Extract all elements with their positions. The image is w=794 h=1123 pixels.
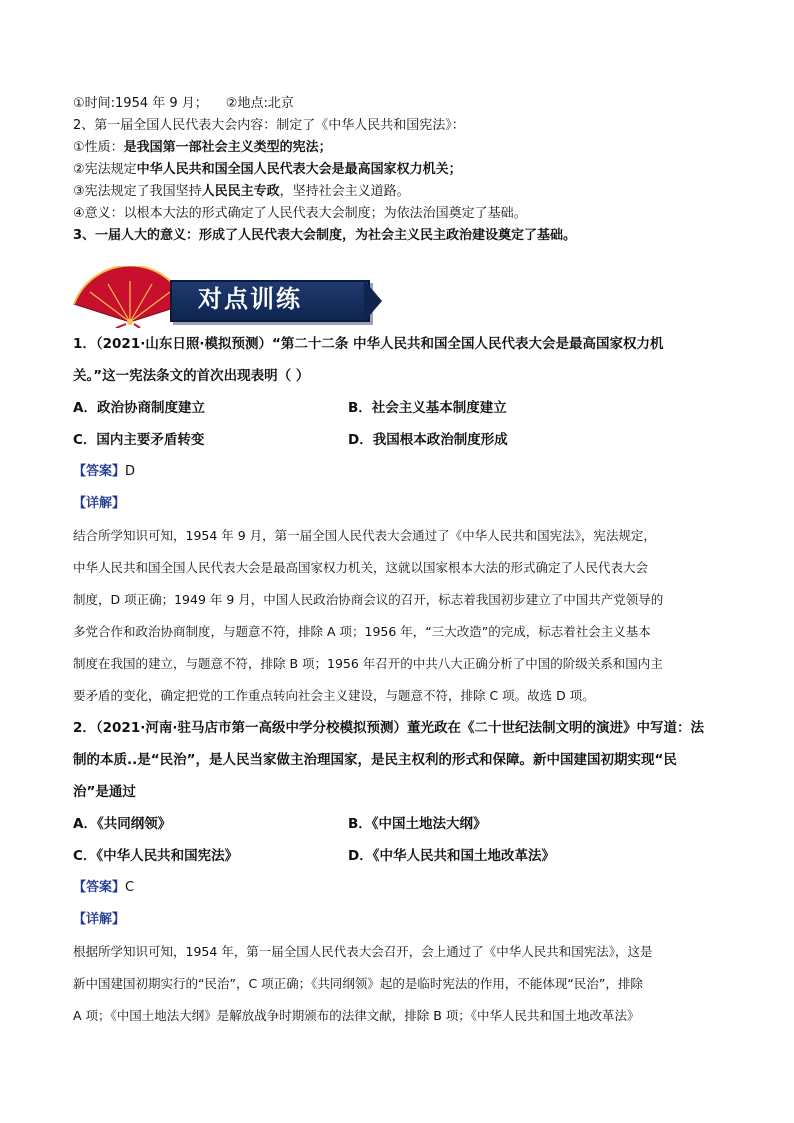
q1-detail-line-3: 制度，D 项正确；1949 年 9 月，中国人民政治协商会议的召开，标志着我国初步建立了中国共产党领导的 [73,592,664,607]
q2-detail-line-3: A 项；《中国土地法大纲》是解放战争时期颁布的法律文献，排除 B 项；《中华人民共和国土地改革法》 [73,1008,640,1023]
significance-line [73,204,527,224]
dictatorship-line [73,182,410,202]
significance-text: ④意义：以根本大法的形式确定了人民代表大会制度；为依法治国奠定了基础。 [73,206,527,221]
q1-option-a: A．政治协商制度建立 [73,400,205,416]
q1-stem-line2: 关。”这一宪法条文的首次出现表明（ ） [73,368,310,384]
q2-detail-label-line [73,910,125,930]
q1-answer-value: D [125,464,136,479]
q2-answer-value: C [125,880,135,895]
constitution-power-text: 中华人民共和国全国人民代表大会是最高国家权力机关； [136,162,462,177]
q2-option-b: B．《中国土地法大纲》 [348,816,487,832]
q1-option-b: B．社会主义基本制度建立 [348,400,507,416]
q1-detail-line-2: 中华人民共和国全国人民代表大会是最高国家权力机关，这就以国家根本大法的形式确定了人民代表大会 [73,560,649,575]
q2-option-d: D．《中华人民共和国土地改革法》 [348,848,555,864]
place-text: ②地点:北京 [225,96,294,111]
q2-stem-line1: 2．（2021·河南·驻马店市第一高级中学分校模拟预测）董光政在《二十世纪法制文明的演进》中写道：法 [73,720,704,736]
banner-title: 对点训练 [198,285,302,313]
q2-answer-label: 【答案】 [73,880,126,895]
time-place-line [73,94,294,114]
q1-detail-line-1: 结合所学知识可知，1954 年 9 月，第一届全国人民代表大会通过了《中华人民共和国宪法》，宪法规定， [73,528,656,543]
q2-detail-line-1: 根据所学知识可知，1954 年，第一届全国人民代表大会召开，会上通过了《中华人民共和国宪法》，这是 [73,944,653,959]
time-text: ①时间:1954 年 9 月； [73,96,208,111]
section-banner [70,266,380,328]
q1-answer-label: 【答案】 [73,464,126,479]
nature-label: ①性质： [73,140,124,155]
q2-stem-line3: 治”是通过 [73,784,136,800]
q1-stem-line1: 1．（2021·山东日照·模拟预测）“第二十二条 中华人民共和国全国人民代表大会是最高国家权力机 [73,336,664,352]
congress-content-line [73,116,465,136]
q1-detail-label: 【详解】 [73,496,126,511]
q1-option-c: C．国内主要矛盾转变 [73,432,205,448]
q1-option-d: D．我国根本政治制度形成 [348,432,508,448]
q2-option-a: A．《共同纲领》 [73,816,172,832]
first-npc-significance-text: 3、一届人大的意义：形成了人民代表大会制度，为社会主义民主政治建设奠定了基础。 [73,228,577,243]
q2-stem-line2: 制的本质..是“民治”，是人民当家做主治理国家，是民主权利的形式和保障。新中国建国初期实现“民 [73,752,677,768]
q2-detail-line-2: 新中国建国初期实行的“民治”，C 项正确；《共同纲领》起的是临时宪法的作用，不能体现“民治”，排除 [73,976,643,991]
dictatorship-prefix: ③宪法规定了我国坚持 [73,184,202,199]
nature-line [73,138,332,158]
q1-detail-line-4: 多党合作和政治协商制度，与题意不符，排除 A 项；1956 年，“三大改造”的完成，标志着社会主义基本 [73,624,651,639]
q2-detail-label: 【详解】 [73,912,126,927]
nature-text: 是我国第一部社会主义类型的宪法； [123,140,332,155]
constitution-power-line [73,160,462,180]
dictatorship-text: 人民民主专政 [201,184,280,199]
q1-detail-line-6: 要矛盾的变化，确定把党的工作重点转向社会主义建设，与题意不符，排除 C 项。故选 D 项。 [73,688,595,703]
q1-detail-line-5: 制度在我国的建立，与题意不符，排除 B 项；1956 年召开的中共八大正确分析了中国的阶级关系和国内主 [73,656,663,671]
q1-answer-line [73,462,135,482]
first-npc-significance-line [73,226,576,246]
congress-content-text: 2、第一届全国人民代表大会内容：制定了《中华人民共和国宪法》： [73,118,465,133]
q2-option-c: C．《中华人民共和国宪法》 [73,848,239,864]
q2-answer-line [73,878,134,898]
q1-detail-label-line [73,494,125,514]
constitution-label: ②宪法规定 [73,162,137,177]
banner-arrow [364,280,382,322]
dictatorship-suffix: ，坚持社会主义道路。 [279,184,410,199]
